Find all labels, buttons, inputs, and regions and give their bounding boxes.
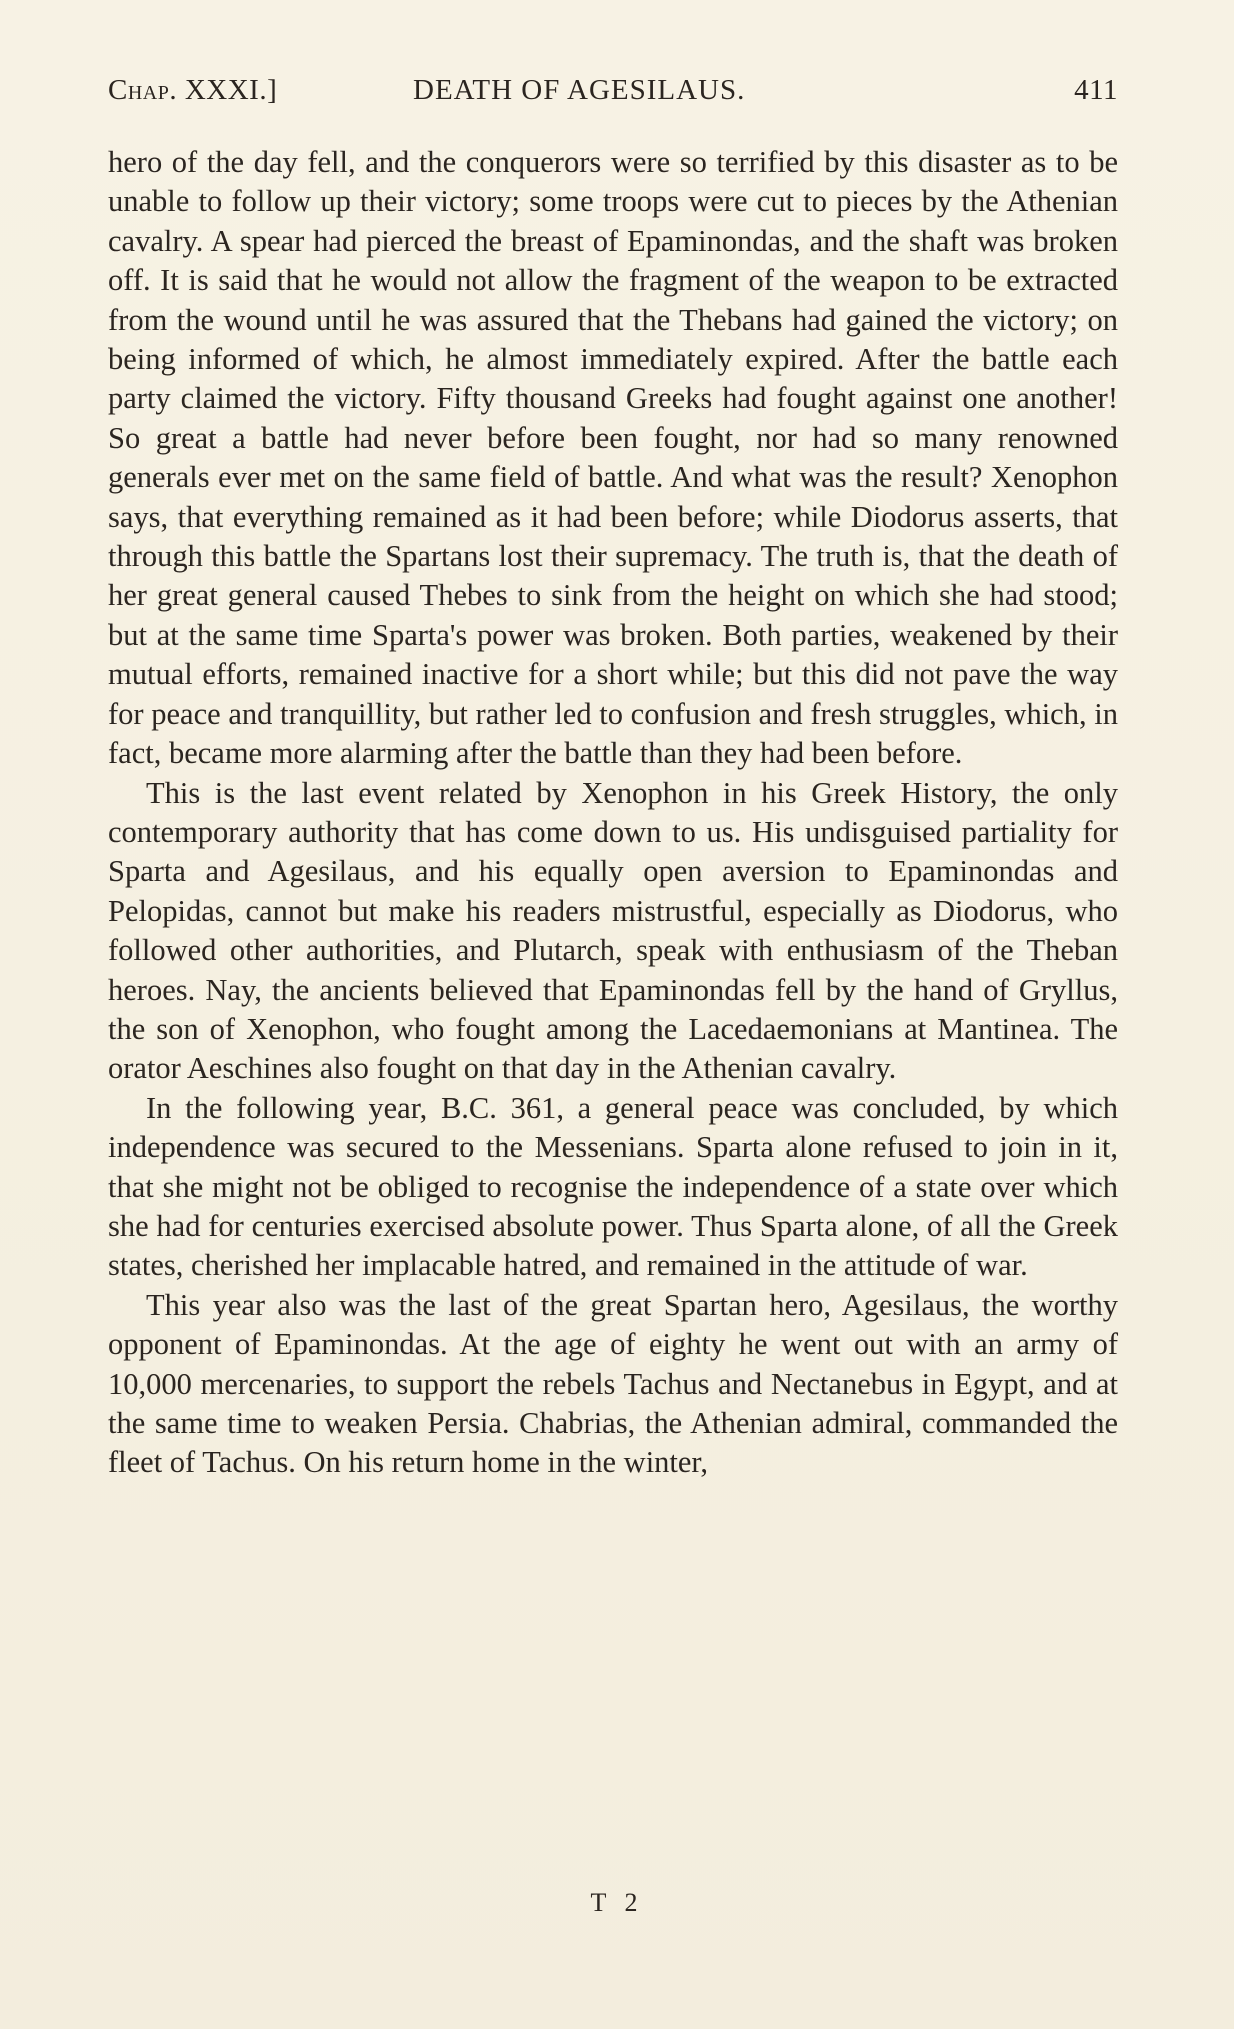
chapter-label: Chap. XXXI.] bbox=[108, 74, 278, 106]
paragraph-1: hero of the day fell, and the conquerors were so terrified by this disaster as to be unable to follow up their victory; some troops were cut to pieces by the Athenian cavalry. A spear had pierced the breast of Epaminondas, and the shaft was broken off. It is said that he would not allow the fragment of the weapon to be extracted from the wound until he was assured that the Thebans had gained the victory; on being informed of which, he almost immediately expired. After the battle each party claimed the victory. Fifty thousand Greeks had fought against one another! So great a battle had never before been fought, nor had so many renowned generals ever met on the same field of battle. And what was the result? Xenophon says, that everything remained as it had been before; while Diodorus asserts, that through this battle the Spartans lost their supremacy. The truth is, that the death of her great general caused Thebes to sink from the height on which she had stood; but at the same time Sparta's power was broken. Both parties, weakened by their mutual efforts, remained inactive for a short while; but this did not pave the way for peace and tranquillity, but rather led to confusion and fresh struggles, which, in fact, became more alarming after the battle than they had been before. bbox=[108, 145, 1118, 771]
paragraph-3: In the following year, B.C. 361, a general peace was concluded, by which independence was secured to the Messenians. Sparta alone refused to join in it, that she might not be obliged to recognise the independence of a state over which she had for centuries exercised absolute power. Thus Sparta alone, of all the Greek states, cherished her implacable hatred, and remained in the attitude of war. bbox=[108, 1090, 1118, 1283]
paragraph-4: This year also was the last of the great Spartan hero, Agesilaus, the worthy opponent of Epaminondas. At the age of eighty he went out with an army of 10,000 mercenaries, to support the rebels Tachus and Nectanebus in Egypt, and at the same time to weaken Persia. Chabrias, the Athenian admiral, commanded the fleet of Tachus. On his return home in the winter, bbox=[108, 1287, 1118, 1480]
paragraph-2: This is the last event related by Xenophon in his Greek History, the only contemporary authority that has come down to us. His undisguised partiality for Sparta and Agesilaus, and his equally open aversion to Epaminondas and Pelopidas, cannot but make his readers mistrustful, especially as Diodorus, who followed other authorities, and Plutarch, speak with enthusiasm of the Theban heroes. Nay, the ancients believed that Epaminondas fell by the hand of Gryllus, the son of Xenophon, who fought among the Lacedaemonians at Mantinea. The orator Aeschines also fought on that day in the Athenian cavalry. bbox=[108, 775, 1118, 1086]
page-number: 411 bbox=[1074, 74, 1118, 106]
printer-signature-mark: T 2 bbox=[590, 1888, 644, 1917]
running-header bbox=[108, 74, 1118, 114]
page-title: DEATH OF AGESILAUS. bbox=[413, 74, 746, 106]
body-text bbox=[108, 143, 1118, 1483]
